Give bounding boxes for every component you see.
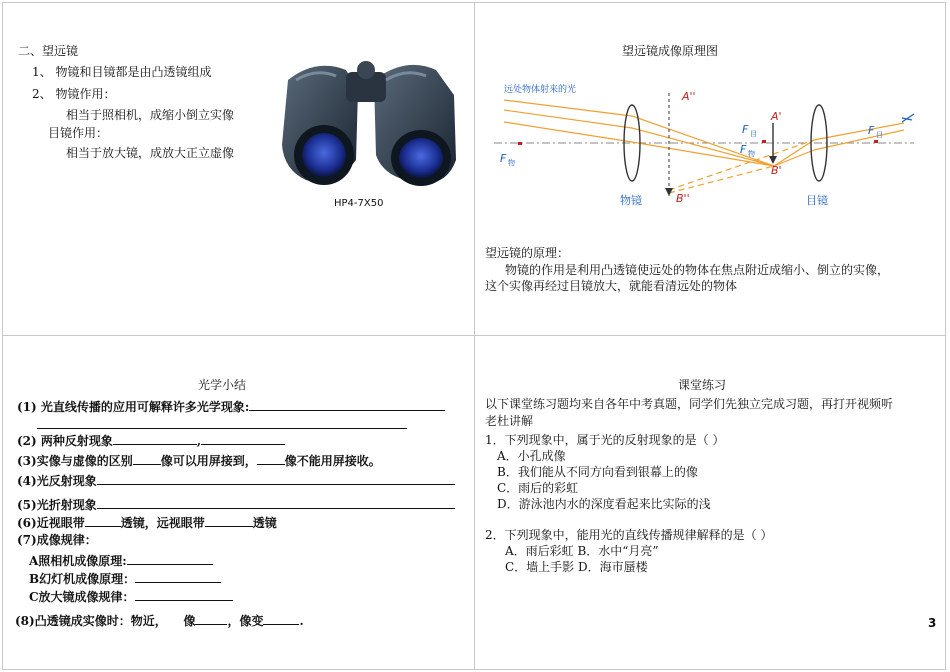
- question-2-options-cd: C．墙上手影 D．海市蜃楼: [505, 560, 648, 574]
- summary-title: 光学小结: [198, 378, 247, 392]
- summary-l7a: A照相机成像原理:: [29, 552, 213, 569]
- q1-line2: 2、 物镜作用：: [32, 87, 116, 101]
- label-B1: B': [771, 164, 782, 177]
- question-2: 2．下列现象中，能用光的直线传播规律解释的是（ ）: [485, 528, 773, 542]
- q1-line1: 1、 物镜和目镜都是由凸透镜组成: [32, 65, 212, 79]
- summary-l3: (3)实像与虚像的区别 像可以用屏接到， 像不能用屏接收。: [17, 454, 381, 468]
- label-F-eye-right: F: [868, 124, 875, 137]
- question-2-options-ab: A．雨后彩虹 B．水中“月亮”: [505, 544, 659, 558]
- summary-l7b: B幻灯机成像原理：: [29, 570, 221, 587]
- q1-line5: 相当于放大镜，成放大正立虚像: [66, 146, 235, 160]
- summary-l6: (6)近视眼带 透镜，远视眼带 透镜: [17, 516, 277, 530]
- exercise-title: 课堂练习: [678, 378, 727, 392]
- question-1-option-b: B．我们能从不同方向看到银幕上的像: [497, 465, 698, 479]
- principle-line1: 物镜的作用是利用凸透镜使远处的物体在焦点附近成缩小、倒立的实像，: [505, 263, 890, 277]
- binoculars-photo: [276, 50, 466, 195]
- q1-heading: 二、望远镜: [18, 44, 79, 58]
- q1-line4: 目镜作用：: [48, 126, 109, 140]
- svg-text:目: 目: [876, 131, 883, 139]
- question-1-option-d: D．游泳池内水的深度看起来比实际的浅: [497, 497, 711, 511]
- label-F-obj-left: F: [500, 152, 507, 165]
- svg-text:目: 目: [750, 130, 757, 138]
- summary-l8: (8)凸透镜成实像时：物近， 像 ，像变 .: [15, 614, 304, 628]
- label-A2: A'': [682, 90, 696, 103]
- q1-line3: 相当于照相机，成缩小倒立实像: [66, 108, 235, 122]
- page-number: 3: [928, 616, 937, 630]
- summary-l7: (7)成像规律：: [17, 533, 97, 547]
- question-1: 1．下列现象中，属于光的反射现象的是（ ）: [485, 433, 725, 447]
- horizontal-divider: [2, 335, 946, 336]
- eyepiece-label: 目镜: [806, 194, 828, 207]
- label-F-eye-left: F: [742, 123, 749, 136]
- summary-l7c: C放大镜成像规律：: [29, 588, 233, 605]
- summary-l1: (1) 光直线传播的应用可解释许多光学现象:: [17, 398, 445, 415]
- objective-label: 物镜: [620, 194, 642, 207]
- principle-title: 望远镜的原理：: [485, 246, 570, 260]
- vertical-divider: [474, 2, 475, 670]
- diagram-title: 望远镜成像原理图: [622, 44, 719, 58]
- summary-l4: (4)光反射现象: [17, 472, 455, 489]
- label-F-obj-near: F: [740, 143, 747, 156]
- eye-icon: [902, 114, 914, 122]
- question-1-option-c: C．雨后的彩虹: [497, 481, 579, 495]
- label-A1: A': [771, 110, 782, 123]
- question-1-option-a: A．小孔成像: [497, 449, 566, 463]
- telescope-diagram: [484, 78, 924, 213]
- summary-l1-blank: [37, 416, 407, 433]
- light-label: 远处物体射来的光: [504, 85, 577, 95]
- summary-l2: (2) 两种反射现象 ,: [17, 432, 285, 449]
- svg-text:物: 物: [748, 150, 755, 158]
- svg-text:物: 物: [508, 159, 515, 167]
- summary-l5: (5)光折射现象: [17, 496, 455, 513]
- principle-line2: 这个实像再经过目镜放大，就能看清远处的物体: [485, 279, 738, 293]
- photo-caption: HP4-7X50: [334, 198, 384, 209]
- exercise-intro2: 老杜讲解: [485, 414, 534, 428]
- label-B2: B'': [676, 192, 690, 205]
- exercise-intro1: 以下课堂练习题均来自各年中考真题，同学们先独立完成习题，再打开视频听: [485, 397, 894, 411]
- light-rays: [504, 100, 904, 193]
